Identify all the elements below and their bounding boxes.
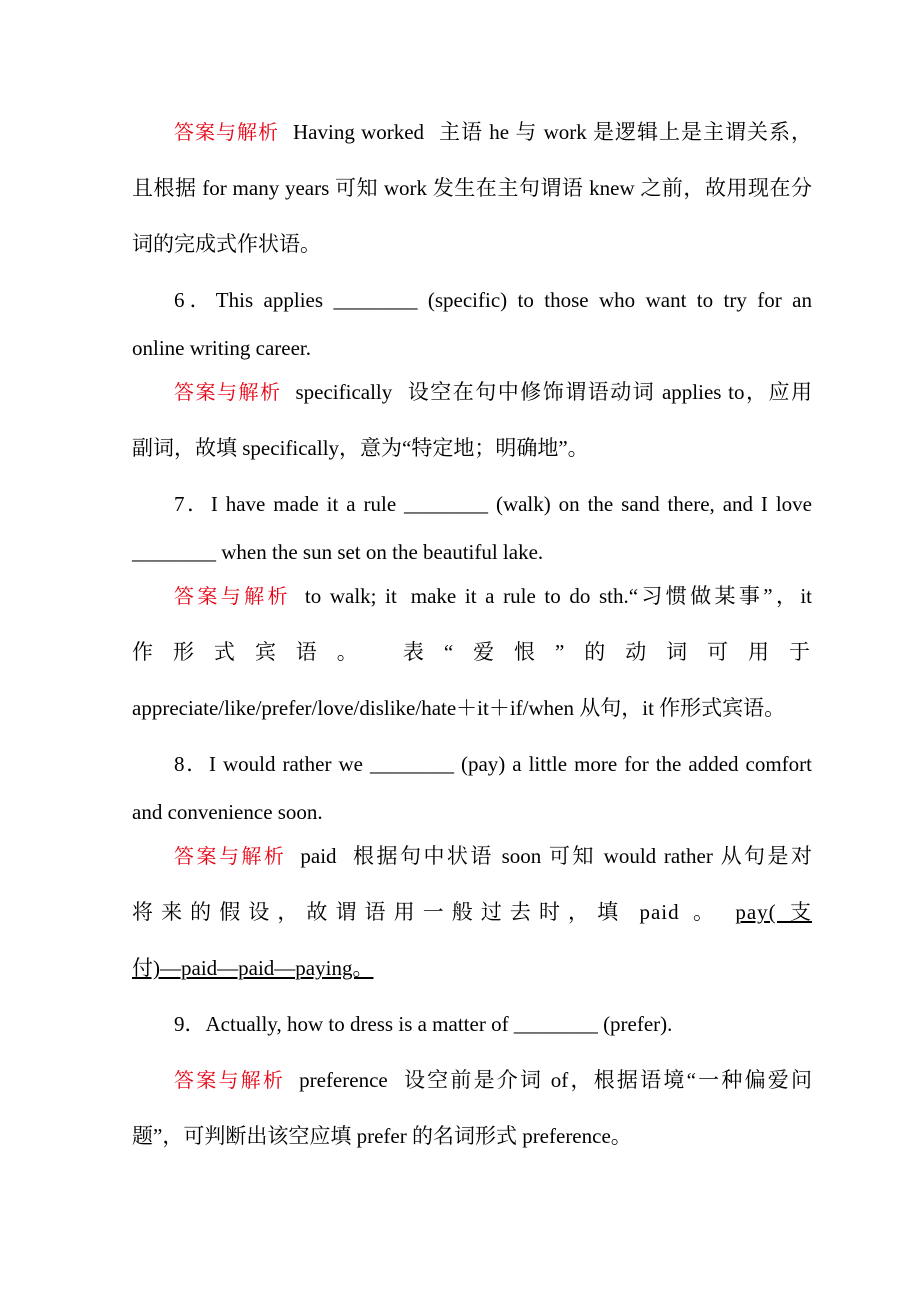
answer-label: 答案与解析 <box>174 380 282 404</box>
q7-question-line-2: ________ when the sun set on the beautiful lake. <box>132 540 544 564</box>
q7-answer: to walk; it <box>304 584 397 608</box>
answer-label: 答案与解析 <box>174 844 287 868</box>
q6-answer: specifically <box>295 380 393 404</box>
q9-explanation-line-2: 题”，可判断出该空应填 prefer 的名词形式 preference。 <box>132 1124 632 1148</box>
q8-note-underlined: pay( 支 <box>735 900 812 924</box>
q7-explanation-line-1: 答案与解析 to walk; it make it a rule to do sth.“习惯做某事”，it <box>174 584 813 608</box>
q8-note-underlined-cont: 付)—paid—paid—paying。 <box>132 956 374 980</box>
q8-explanation-line-1: 答案与解析 paid 根据句中状语 soon 可知 would rather 从句是对 <box>174 844 813 868</box>
answer-label: 答案与解析 <box>174 1068 286 1092</box>
q5-explanation-line-2: 且根据 for many years 可知 work 发生在主句谓语 knew 之前，故用现在分 <box>132 176 812 200</box>
q9-answer: preference <box>299 1068 388 1092</box>
q8-explanation-line-2: 将来的假设，故谓语用一般过去时，填 paid 。 pay( 支 <box>132 900 812 924</box>
q7-question-line-1: 7．I have made it a rule ________ (walk) on the sand there, and I love <box>174 492 812 516</box>
q7-explanation-line-2: 作形式宾语。 表“爱恨”的动词可用于 <box>132 640 812 664</box>
answer-label: 答案与解析 <box>174 584 291 608</box>
q7-explanation-line-3: appreciate/like/prefer/love/dislike/hate＋it＋if/when 从句，it 作形式宾语。 <box>132 696 786 720</box>
q6-question-line-1: 6．This applies ________ (specific) to those who want to try for an <box>174 288 812 312</box>
q8-question-line-2: and convenience soon. <box>132 800 323 824</box>
q9-explanation-line-1: 答案与解析 preference 设空前是介词 of，根据语境“一种偏爱问 <box>174 1068 813 1092</box>
q5-explanation-line-3: 词的完成式作状语。 <box>132 232 321 256</box>
q8-explanation-line-3 <box>132 953 812 983</box>
q5-answer: Having worked <box>293 120 425 144</box>
answer-label: 答案与解析 <box>174 120 279 144</box>
q8-answer: paid <box>300 844 337 868</box>
q6-question-line-2: online writing career. <box>132 336 312 360</box>
q6-explanation-line-2: 副词，故填 specifically，意为“特定地；明确地”。 <box>132 436 589 460</box>
q6-explanation-line-1: 答案与解析 specifically 设空在句中修饰谓语动词 applies to，应用 <box>174 380 813 404</box>
q5-explanation-line-1: 答案与解析 Having worked 主语 he 与 work 是逻辑上是主谓关系， <box>174 120 813 144</box>
q8-question-line-1: 8．I would rather we ________ (pay) a little more for the added comfort <box>174 752 812 776</box>
q9-question-line-1: 9．Actually, how to dress is a matter of ________ (prefer). <box>174 1012 673 1036</box>
